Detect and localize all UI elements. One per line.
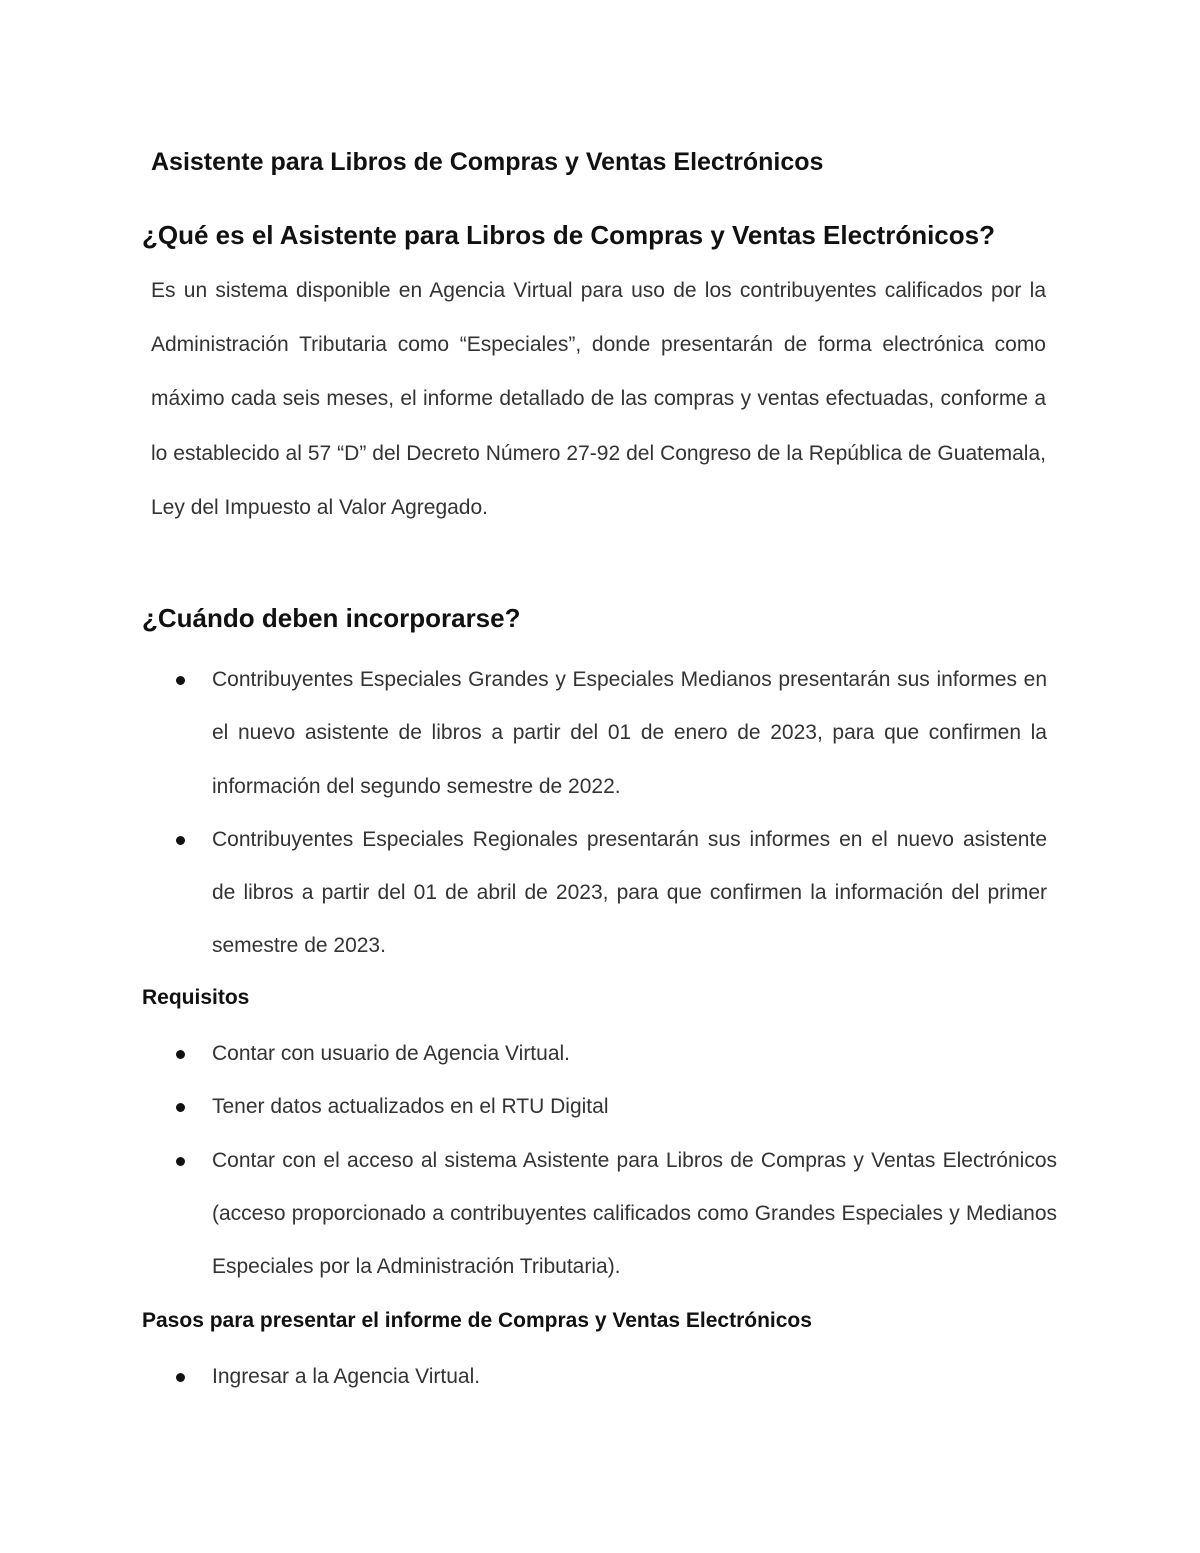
section-heading-requirements: Requisitos bbox=[142, 986, 250, 1009]
bullet-icon bbox=[176, 1103, 185, 1112]
bullet-icon bbox=[176, 1050, 185, 1059]
what-is-paragraph: Es un sistema disponible en Agencia Virtual para uso de los contribuyentes calificados por la Administración Tributaria como “Especiales”, donde presentarán de forma electrónica como máximo cada seis meses, el informe detallado de las compras y ventas efectuadas, conforme a lo establecido al 57 “D” del Decreto Número 27-92 del Congreso de la República de Guatemala, Ley del Impuesto al Valor Agregado. bbox=[151, 279, 1046, 519]
list-item-text: Tener datos actualizados en el RTU Digital bbox=[212, 1095, 609, 1119]
list-item bbox=[0, 1080, 1047, 1133]
section-heading-when: ¿Cuándo deben incorporarse? bbox=[142, 603, 521, 633]
list-item-text: Contar con el acceso al sistema Asistente para Libros de Compras y Ventas Electrónicos (acceso proporcionado a contribuyentes calificados como Grandes Especiales y Medianos Especiales por la Administración Tributaria). bbox=[212, 1148, 1057, 1279]
bullet-icon bbox=[176, 1373, 185, 1382]
document-title: Asistente para Libros de Compras y Ventas Electrónicos bbox=[151, 148, 824, 176]
list-item-text: Contar con usuario de Agencia Virtual. bbox=[212, 1042, 571, 1065]
list-item-text: Ingresar a la Agencia Virtual. bbox=[212, 1365, 481, 1388]
bullet-icon bbox=[176, 836, 185, 845]
when-list bbox=[0, 653, 1047, 973]
list-item bbox=[0, 1350, 1047, 1403]
bullet-icon bbox=[176, 1157, 185, 1166]
steps-list bbox=[0, 1350, 1047, 1403]
list-item bbox=[0, 813, 1047, 973]
requirements-list bbox=[0, 1027, 1057, 1293]
list-item-text: Contribuyentes Especiales Grandes y Especiales Medianos presentarán sus informes en el nuevo asistente de libros a partir del 01 de enero de 2023, para que confirmen la información del segundo semestre de 2022. bbox=[212, 668, 1047, 798]
bullet-icon bbox=[176, 676, 185, 685]
list-item bbox=[0, 1134, 1057, 1294]
list-item bbox=[0, 653, 1047, 813]
section-heading-what-is: ¿Qué es el Asistente para Libros de Compras y Ventas Electrónicos? bbox=[142, 220, 995, 250]
list-item-text: Contribuyentes Especiales Regionales presentarán sus informes en el nuevo asistente de libros a partir del 01 de abril de 2023, para que confirmen la información del primer semestre de 2023. bbox=[212, 827, 1047, 958]
list-item bbox=[0, 1027, 1047, 1080]
section-heading-steps: Pasos para presentar el informe de Compras y Ventas Electrónicos bbox=[142, 1309, 812, 1332]
